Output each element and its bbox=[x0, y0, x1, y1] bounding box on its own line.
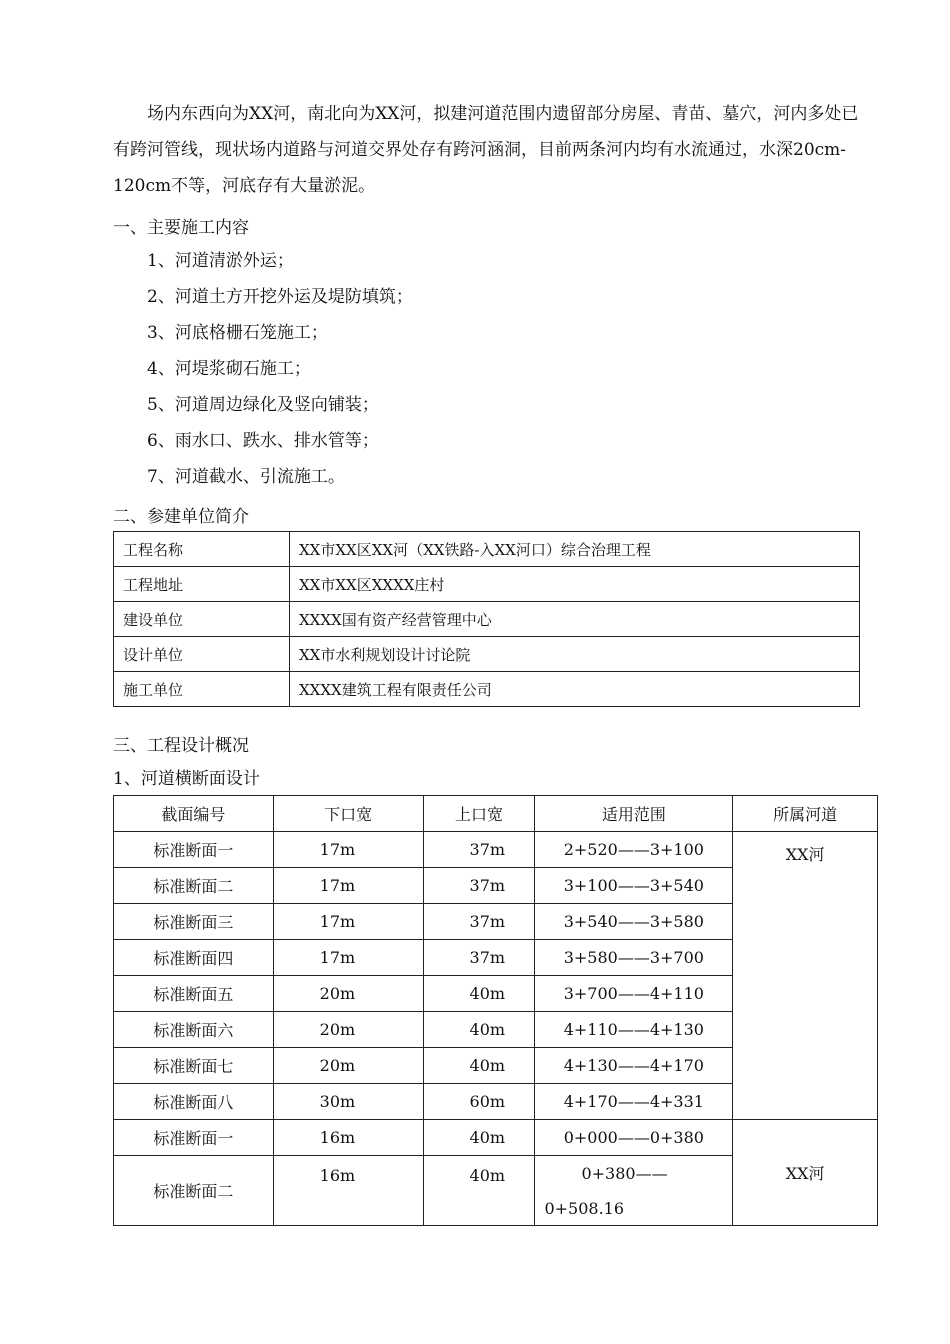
section1-title: 一、主要施工内容 bbox=[113, 218, 249, 238]
applicable-range: 3+540——3+580 bbox=[535, 904, 733, 940]
table-row bbox=[114, 532, 860, 567]
applicable-range: 4+130——4+170 bbox=[535, 1048, 733, 1084]
section2-title: 二、参建单位简介 bbox=[113, 507, 249, 527]
intro-paragraph: 场内东西向为XX河，南北向为XX河，拟建河道范围内遗留部分房屋、青苗、墓穴，河内多处已有跨河管线，现状场内道路与河道交界处存有跨河涵洞，目前两条河内均有水流通过，水深20cm-120cm不等，河底存有大量淤泥。 bbox=[113, 104, 859, 196]
section-name: 标准断面七 bbox=[114, 1048, 274, 1084]
table-row bbox=[114, 1120, 878, 1156]
construction-items-list bbox=[147, 243, 413, 495]
table-row bbox=[114, 567, 860, 602]
lower-width: 20m bbox=[273, 1012, 423, 1048]
table-header-row bbox=[114, 796, 878, 832]
section-name: 标准断面一 bbox=[114, 832, 274, 868]
upper-width: 37m bbox=[423, 940, 535, 976]
upper-width: 40m bbox=[423, 1012, 535, 1048]
participants-table bbox=[113, 531, 860, 707]
upper-width: 37m bbox=[423, 832, 535, 868]
section3-subtitle: 1、河道横断面设计 bbox=[113, 769, 260, 789]
applicable-range: 4+170——4+331 bbox=[535, 1084, 733, 1120]
table-cell-value: XXXX国有资产经营管理中心 bbox=[290, 602, 860, 637]
upper-width: 60m bbox=[423, 1084, 535, 1120]
table-cell-key: 建设单位 bbox=[114, 602, 290, 637]
lower-width: 17m bbox=[273, 868, 423, 904]
section-name: 标准断面二 bbox=[114, 868, 274, 904]
list-item: 5、河道周边绿化及竖向铺装； bbox=[147, 395, 379, 415]
column-header: 适用范围 bbox=[535, 796, 733, 832]
section-name: 标准断面一 bbox=[114, 1120, 274, 1156]
river-name: XX河 bbox=[733, 1120, 878, 1226]
lower-width: 20m bbox=[273, 976, 423, 1012]
table-cell-value: XX市水利规划设计讨论院 bbox=[290, 637, 860, 672]
lower-width: 16m bbox=[273, 1156, 423, 1226]
upper-width: 40m bbox=[423, 1156, 535, 1226]
section3-title: 三、工程设计概况 bbox=[113, 736, 249, 756]
column-header: 截面编号 bbox=[114, 796, 274, 832]
section-name: 标准断面五 bbox=[114, 976, 274, 1012]
applicable-range: 0+000——0+380 bbox=[535, 1120, 733, 1156]
section-name: 标准断面四 bbox=[114, 940, 274, 976]
applicable-range: 3+700——4+110 bbox=[535, 976, 733, 1012]
lower-width: 17m bbox=[273, 940, 423, 976]
applicable-range: 3+100——3+540 bbox=[535, 868, 733, 904]
table-row bbox=[114, 672, 860, 707]
table-cell-value: XX市XX区XXXX庄村 bbox=[290, 567, 860, 602]
applicable-range: 2+520——3+100 bbox=[535, 832, 733, 868]
table-cell-key: 设计单位 bbox=[114, 637, 290, 672]
upper-width: 37m bbox=[423, 868, 535, 904]
upper-width: 40m bbox=[423, 976, 535, 1012]
cross-section-table bbox=[113, 795, 878, 1226]
column-header: 所属河道 bbox=[733, 796, 878, 832]
lower-width: 17m bbox=[273, 904, 423, 940]
applicable-range: 3+580——3+700 bbox=[535, 940, 733, 976]
list-item: 7、河道截水、引流施工。 bbox=[147, 467, 345, 487]
section-name: 标准断面六 bbox=[114, 1012, 274, 1048]
lower-width: 30m bbox=[273, 1084, 423, 1120]
river-name: XX河 bbox=[733, 832, 878, 1120]
upper-width: 40m bbox=[423, 1120, 535, 1156]
table-cell-key: 工程地址 bbox=[114, 567, 290, 602]
section-name: 标准断面二 bbox=[114, 1156, 274, 1226]
table-row bbox=[114, 637, 860, 672]
list-item: 2、河道土方开挖外运及堤防填筑； bbox=[147, 287, 413, 307]
table-row bbox=[114, 602, 860, 637]
lower-width: 20m bbox=[273, 1048, 423, 1084]
range-end: 0+508.16 bbox=[544, 1198, 625, 1218]
table-cell-key: 施工单位 bbox=[114, 672, 290, 707]
table-cell-value: XX市XX区XX河（XX铁路-入XX河口）综合治理工程 bbox=[290, 532, 860, 567]
table-cell-value: XXXX建筑工程有限责任公司 bbox=[290, 672, 860, 707]
lower-width: 17m bbox=[273, 832, 423, 868]
list-item: 3、河底格栅石笼施工； bbox=[147, 323, 328, 343]
list-item: 1、河道清淤外运； bbox=[147, 251, 294, 271]
table-cell-key: 工程名称 bbox=[114, 532, 290, 567]
upper-width: 40m bbox=[423, 1048, 535, 1084]
list-item: 6、雨水口、跌水、排水管等； bbox=[147, 431, 379, 451]
column-header: 上口宽 bbox=[423, 796, 535, 832]
upper-width: 37m bbox=[423, 904, 535, 940]
range-start: 0+380—— bbox=[581, 1163, 668, 1183]
list-item: 4、河堤浆砌石施工； bbox=[147, 359, 311, 379]
section-name: 标准断面三 bbox=[114, 904, 274, 940]
column-header: 下口宽 bbox=[273, 796, 423, 832]
table-row bbox=[114, 832, 878, 868]
applicable-range bbox=[535, 1156, 733, 1226]
lower-width: 16m bbox=[273, 1120, 423, 1156]
applicable-range: 4+110——4+130 bbox=[535, 1012, 733, 1048]
section-name: 标准断面八 bbox=[114, 1084, 274, 1120]
